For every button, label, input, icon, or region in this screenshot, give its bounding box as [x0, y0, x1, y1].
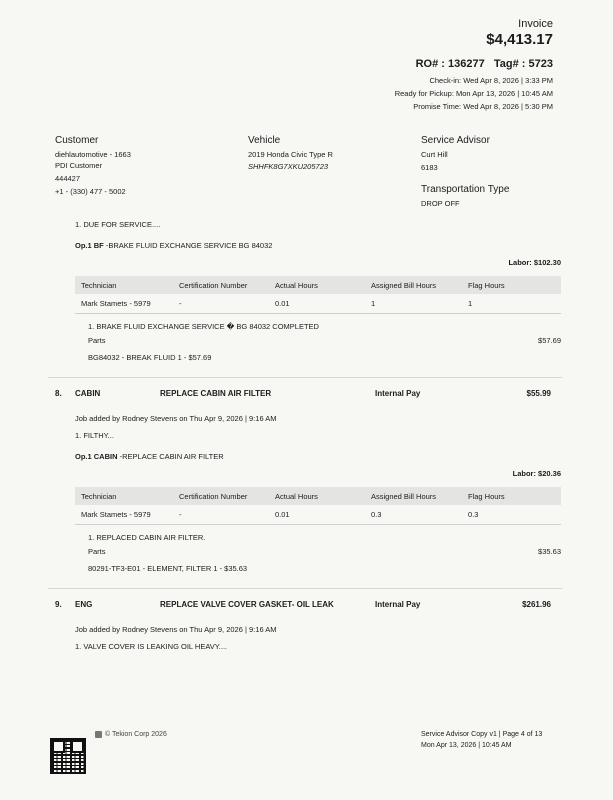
promise-time: Promise Time: Wed Apr 8, 2026 | 5:30 PM: [413, 102, 553, 111]
job8-correction: 1. REPLACED CABIN AIR FILTER.: [88, 533, 206, 542]
ro-tag-line: [416, 58, 553, 70]
advisor-heading: Service Advisor: [421, 135, 490, 146]
job8-added-by: Job added by Rodney Stevens on Thu Apr 9, 2026 | 9:16 AM: [75, 414, 277, 423]
copyright-text: © Tekion Corp 2026: [105, 731, 167, 738]
tag-number: Tag# : 5723: [493, 58, 553, 70]
job8-amount: $55.99: [526, 389, 551, 398]
col-certification: Certification Number: [173, 487, 269, 505]
advisor-number: 6183: [421, 163, 438, 172]
job8-operation: [75, 452, 224, 461]
transport-heading: Transportation Type: [421, 184, 510, 195]
ready-pickup-time: Ready for Pickup: Mon Apr 13, 2026 | 10:45 AM: [394, 89, 553, 98]
vehicle-block: [248, 135, 418, 171]
col-assigned-hours: Assigned Bill Hours: [365, 276, 462, 294]
customer-name: diehlautomotive - 1663: [55, 150, 131, 159]
job8-concern: 1. FILTHY...: [75, 431, 114, 440]
job9-code: ENG: [75, 600, 93, 609]
job9-added-by: Job added by Rodney Stevens on Thu Apr 9, 2026 | 9:16 AM: [75, 625, 277, 634]
cell-assigned-hours: 1: [365, 294, 462, 314]
customer-id: 444427: [55, 174, 81, 183]
tekion-logo-icon: [95, 731, 102, 738]
col-technician: Technician: [75, 276, 173, 294]
invoice-total: $4,413.17: [486, 31, 553, 48]
customer-block: [55, 135, 225, 196]
transport-value: DROP OFF: [421, 199, 460, 208]
cell-certification: -: [173, 294, 269, 314]
job9-title: REPLACE VALVE COVER GASKET- OIL LEAK: [160, 600, 334, 609]
col-actual-hours: Actual Hours: [269, 276, 365, 294]
ro-number: RO# : 136277: [415, 58, 485, 70]
job8-tech-table: [75, 487, 561, 525]
customer-heading: Customer: [55, 135, 99, 146]
col-actual-hours: Actual Hours: [269, 487, 365, 505]
job8-pay-type: Internal Pay: [375, 389, 421, 398]
job-prev-part-line: BG84032 - BREAK FLUID 1 - $57.69: [88, 353, 212, 362]
job8-title: REPLACE CABIN AIR FILTER: [160, 389, 272, 398]
cell-actual-hours: 0.01: [269, 505, 365, 525]
job-prev-parts-total: $57.69: [538, 336, 561, 345]
job-prev-operation: [75, 241, 272, 250]
job-prev-concern: 1. DUE FOR SERVICE....: [75, 220, 161, 229]
col-technician: Technician: [75, 487, 173, 505]
job8-labor: Labor: $20.36: [512, 469, 561, 478]
qr-code-icon: [50, 738, 86, 774]
table-header-row: [75, 276, 561, 294]
cell-assigned-hours: 0.3: [365, 505, 462, 525]
divider: [48, 588, 562, 589]
job-prev-parts-label: Parts: [88, 336, 106, 345]
vehicle-vin: SHHFK8G7XKU205723: [248, 162, 329, 171]
op-code: Op.1 BF: [75, 241, 104, 250]
col-certification: Certification Number: [173, 276, 269, 294]
invoice-label: Invoice: [518, 18, 553, 30]
job-prev-labor: Labor: $102.30: [508, 258, 561, 267]
table-row: [75, 294, 561, 314]
col-flag-hours: Flag Hours: [462, 276, 561, 294]
footer-copyright: [95, 731, 167, 738]
cell-flag-hours: 1: [462, 294, 561, 314]
job-prev-tech-table: [75, 276, 561, 314]
table-header-row: [75, 487, 561, 505]
job9-amount: $261.96: [522, 600, 551, 609]
op-description: -REPLACE CABIN AIR FILTER: [119, 452, 224, 461]
op-code: Op.1 CABIN: [75, 452, 118, 461]
job8-part-line: 80291-TF3-E01 - ELEMENT, FILTER 1 - $35.63: [88, 564, 248, 573]
col-assigned-hours: Assigned Bill Hours: [365, 487, 462, 505]
cell-certification: -: [173, 505, 269, 525]
cell-technician: Mark Stamets - 5979: [75, 505, 173, 525]
footer-copy-info: Service Advisor Copy v1 | Page 4 of 13: [421, 731, 543, 738]
cell-technician: Mark Stamets - 5979: [75, 294, 173, 314]
op-description: -BRAKE FLUID EXCHANGE SERVICE BG 84032: [105, 241, 273, 250]
customer-phone: +1 - (330) 477 - 5002: [55, 187, 126, 196]
advisor-name: Curt Hill: [421, 150, 448, 159]
job9-pay-type: Internal Pay: [375, 600, 421, 609]
footer-print-date: Mon Apr 13, 2026 | 10:45 AM: [421, 742, 512, 749]
job8-number: 8.: [55, 389, 62, 398]
job9-concern: 1. VALVE COVER IS LEAKING OIL HEAVY....: [75, 642, 228, 651]
advisor-block: [421, 135, 571, 208]
job8-parts-total: $35.63: [538, 547, 561, 556]
cell-flag-hours: 0.3: [462, 505, 561, 525]
job8-parts-label: Parts: [88, 547, 106, 556]
col-flag-hours: Flag Hours: [462, 487, 561, 505]
table-row: [75, 505, 561, 525]
job9-number: 9.: [55, 600, 62, 609]
cell-actual-hours: 0.01: [269, 294, 365, 314]
vehicle-heading: Vehicle: [248, 135, 281, 146]
divider: [48, 377, 562, 378]
vehicle-model: 2019 Honda Civic Type R: [248, 150, 333, 159]
check-in-time: Check-in: Wed Apr 8, 2026 | 3:33 PM: [429, 76, 553, 85]
customer-type: PDI Customer: [55, 161, 103, 170]
job-prev-correction: 1. BRAKE FLUID EXCHANGE SERVICE � BG 84032 COMPLETED: [88, 322, 319, 331]
job8-code: CABIN: [75, 389, 101, 398]
